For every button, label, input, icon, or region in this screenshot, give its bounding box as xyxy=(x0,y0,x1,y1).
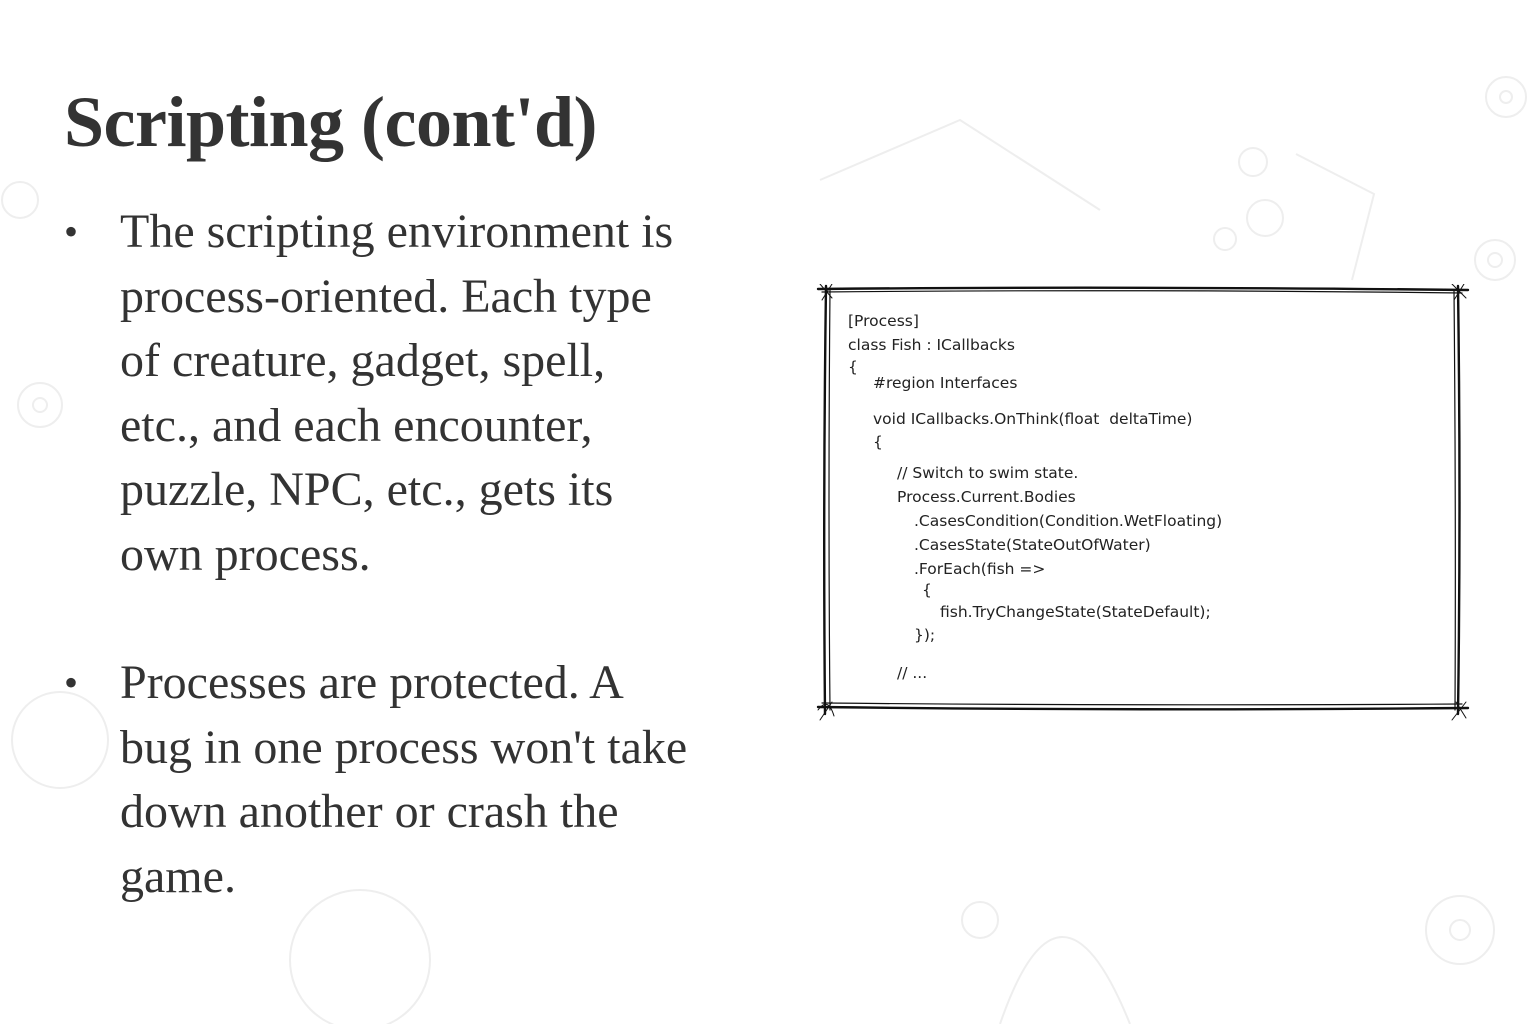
code-block xyxy=(848,302,1223,682)
bullet-item-processes-protected xyxy=(60,651,760,909)
bullet-line: puzzle, NPC, etc., gets its xyxy=(120,463,614,516)
code-line: }); xyxy=(914,626,936,644)
code-line: { xyxy=(848,358,858,376)
bullet-item-process-oriented xyxy=(60,200,760,587)
bullet-line: process-oriented. Each type xyxy=(120,269,652,323)
code-line: .ForEach(fish => xyxy=(914,560,1046,578)
bullet-icon: • xyxy=(64,209,79,254)
code-line: .CasesState(StateOutOfWater) xyxy=(914,536,1151,554)
bullet-line: Processes are protected. A xyxy=(120,656,624,709)
bullet-line: etc., and each encounter, xyxy=(120,398,593,452)
code-line: void ICallbacks.OnThink(float deltaTime) xyxy=(873,410,1193,428)
code-line: { xyxy=(922,581,932,599)
bullet-icon: • xyxy=(64,660,79,705)
bullet-line: The scripting environment is xyxy=(120,205,674,258)
code-line: class Fish : ICallbacks xyxy=(848,336,1015,354)
code-line: [Process] xyxy=(848,312,919,330)
bullet-line: down another or crash the xyxy=(120,785,619,838)
bullet-line: game. xyxy=(120,849,236,903)
bullet-line: own process. xyxy=(120,527,371,581)
code-line: fish.TryChangeState(StateDefault); xyxy=(940,603,1211,621)
code-line: // Switch to swim state. xyxy=(897,464,1079,482)
code-line: #region Interfaces xyxy=(873,374,1018,392)
bullet-list xyxy=(60,200,760,909)
code-line: { xyxy=(873,433,883,451)
code-line: // ... xyxy=(897,664,928,682)
code-line: Process.Current.Bodies xyxy=(897,488,1076,506)
bullet-line: of creature, gadget, spell, xyxy=(120,334,606,387)
code-sample-frame xyxy=(826,294,1468,712)
bullet-line: bug in one process won't take xyxy=(120,720,688,774)
code-line: .CasesCondition(Condition.WetFloating) xyxy=(914,512,1223,530)
slide-title: Scripting (cont'd) xyxy=(64,82,598,162)
